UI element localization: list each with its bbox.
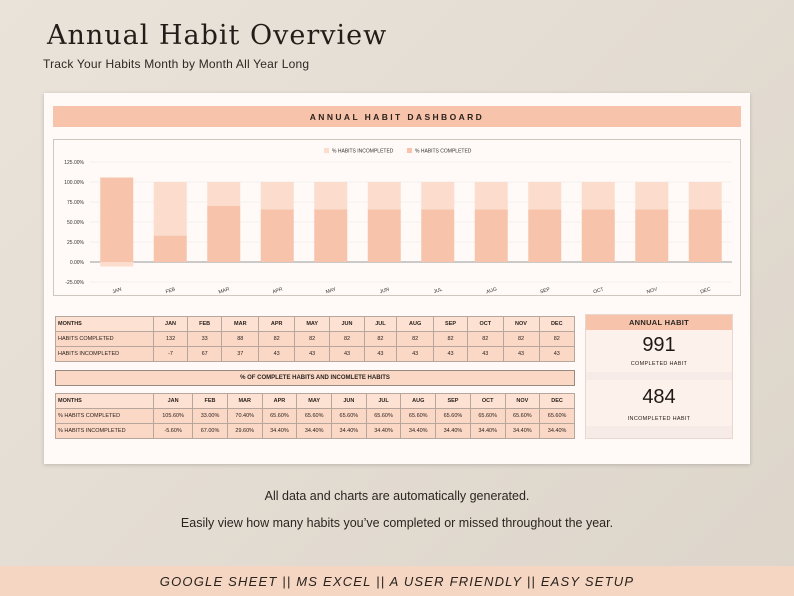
pct-table-header-cell: JUL — [366, 394, 401, 409]
counts-table-cell: 43 — [364, 347, 397, 362]
x-tick-label: AUG — [485, 286, 498, 296]
bar-incompleted — [368, 182, 401, 210]
dashboard-card — [44, 93, 750, 464]
y-tick-label: 50.00% — [67, 220, 84, 226]
bar-completed — [475, 210, 508, 262]
y-tick-label: -25.00% — [65, 280, 84, 286]
counts-table-cell: 43 — [259, 347, 294, 362]
counts-table-cell: HABITS COMPLETED — [56, 332, 154, 347]
x-tick-label: APR — [271, 286, 284, 296]
pct-table-header-cell: MAY — [297, 394, 332, 409]
x-tick-label: OCT — [592, 286, 605, 296]
bar-incompleted — [689, 182, 722, 210]
pct-table-header-cell: AUG — [401, 394, 436, 409]
counts-table-cell: HABITS INCOMPLETED — [56, 347, 154, 362]
pct-table-cell: 65.60% — [401, 409, 436, 424]
pct-table-header-cell: SEP — [436, 394, 471, 409]
counts-table-header-cell: APR — [259, 317, 294, 332]
pct-table-cell: 34.40% — [366, 424, 401, 439]
bar-incompleted — [475, 182, 508, 210]
pct-table-banner: % OF COMPLETE HABITS AND INCOMLETE HABITS — [55, 370, 575, 386]
pct-table-cell: 65.60% — [366, 409, 401, 424]
pct-table-cell: 65.60% — [505, 409, 540, 424]
bar-completed — [689, 210, 722, 262]
footer-line-2: Easily view how many habits you’ve completed or missed throughout the year. — [180, 516, 614, 530]
legend-swatch — [407, 148, 412, 153]
bar-completed — [314, 210, 347, 262]
counts-table-cell: 43 — [330, 347, 364, 362]
bar-incompleted — [314, 182, 347, 210]
annual-habit-title: ANNUAL HABIT — [586, 315, 732, 330]
counts-table-cell: -7 — [154, 347, 188, 362]
legend-swatch — [324, 148, 329, 153]
pct-table-cell: 70.40% — [227, 409, 262, 424]
x-tick-label: MAY — [325, 286, 337, 296]
incompleted-habit-block — [586, 380, 732, 426]
bar-incompleted — [582, 182, 615, 210]
annual-habit-panel — [585, 314, 733, 439]
counts-table-cell: 82 — [259, 332, 294, 347]
habit-chart — [53, 139, 741, 296]
counts-table-cell: 43 — [397, 347, 434, 362]
pct-table-cell: 34.40% — [297, 424, 332, 439]
x-tick-label: FEB — [165, 286, 177, 296]
pct-table-row — [56, 409, 575, 424]
y-tick-label: 125.00% — [64, 160, 84, 166]
counts-table-cell: 33 — [188, 332, 222, 347]
pct-table-cell: -5.60% — [154, 424, 193, 439]
bar-completed — [635, 210, 668, 262]
counts-table-cell: 82 — [397, 332, 434, 347]
pct-table-cell: 34.40% — [505, 424, 540, 439]
pct-table-cell: 65.60% — [332, 409, 367, 424]
chart-svg — [54, 140, 742, 297]
page-title: Annual Habit Overview — [47, 20, 388, 51]
pct-table-cell: % HABITS INCOMPLETED — [56, 424, 154, 439]
pct-table-cell: 65.60% — [470, 409, 505, 424]
counts-table-cell: 43 — [468, 347, 503, 362]
pct-table-row — [56, 424, 575, 439]
counts-table-cell: 43 — [294, 347, 330, 362]
counts-table-cell: 43 — [539, 347, 574, 362]
counts-table-cell: 82 — [539, 332, 574, 347]
counts-table-cell: 88 — [222, 332, 259, 347]
pct-table-header-cell: JUN — [332, 394, 367, 409]
bar-incompleted — [421, 182, 454, 210]
page-subtitle: Track Your Habits Month by Month All Year Long — [43, 57, 310, 71]
bar-incompleted — [207, 182, 240, 206]
counts-table-header-cell: FEB — [188, 317, 222, 332]
bar-completed — [528, 210, 561, 262]
pct-table-cell: 65.60% — [297, 409, 332, 424]
counts-table-cell: 37 — [222, 347, 259, 362]
counts-table-header-cell: DEC — [539, 317, 574, 332]
bar-incompleted — [635, 182, 668, 210]
counts-table-header-cell: MAY — [294, 317, 330, 332]
pct-table-cell: 34.40% — [540, 424, 575, 439]
pct-table-header-cell: JAN — [154, 394, 193, 409]
counts-table-cell: 82 — [503, 332, 539, 347]
incompleted-habit-label: INCOMPLETED HABIT — [627, 416, 691, 422]
pct-table-cell: 65.60% — [540, 409, 575, 424]
legend-label: % HABITS COMPLETED — [415, 148, 472, 155]
bar-completed — [421, 210, 454, 262]
counts-table-header-cell: JUL — [364, 317, 397, 332]
pct-table-cell: 105.60% — [154, 409, 193, 424]
y-tick-label: 0.00% — [69, 260, 84, 266]
bar-incompleted — [528, 182, 561, 210]
pct-table-cell: 67.00% — [193, 424, 228, 439]
x-tick-label: SEP — [539, 286, 551, 296]
counts-table-row — [56, 347, 575, 362]
incompleted-habit-value: 484 — [642, 386, 676, 408]
counts-table-cell: 82 — [364, 332, 397, 347]
pct-table-cell: 34.40% — [401, 424, 436, 439]
bar-incompleted — [154, 182, 187, 236]
counts-table-header-cell: OCT — [468, 317, 503, 332]
footer-line-1: All data and charts are automatically generated. — [264, 489, 530, 503]
counts-table-header-cell: MAR — [222, 317, 259, 332]
counts-table-cell: 82 — [468, 332, 503, 347]
pct-table-header-cell: OCT — [470, 394, 505, 409]
counts-table-header-cell: NOV — [503, 317, 539, 332]
pct-table-cell: 34.40% — [332, 424, 367, 439]
pct-table-cell: 34.40% — [470, 424, 505, 439]
x-tick-label: JAN — [111, 286, 123, 296]
pct-table-header-cell: FEB — [193, 394, 228, 409]
bar-completed — [154, 236, 187, 262]
counts-table-header-cell: JAN — [154, 317, 188, 332]
completed-habit-label: COMPLETED HABIT — [630, 361, 688, 367]
bar-incompleted — [261, 182, 294, 210]
bar-completed — [207, 206, 240, 262]
legend-label: % HABITS INCOMPLETED — [332, 148, 394, 155]
pct-table-cell: 65.60% — [262, 409, 297, 424]
x-tick-label: JUL — [432, 286, 444, 296]
pct-table-header-cell: MONTHS — [56, 394, 154, 409]
pct-table-cell: 33.00% — [193, 409, 228, 424]
x-tick-label: JUN — [379, 286, 391, 296]
y-tick-label: 100.00% — [64, 180, 84, 186]
counts-table-header-cell: AUG — [397, 317, 434, 332]
y-tick-label: 75.00% — [67, 200, 84, 206]
counts-table-header-cell: JUN — [330, 317, 364, 332]
x-tick-label: MAR — [217, 286, 231, 296]
pct-table-cell: 34.40% — [262, 424, 297, 439]
pct-table-header-cell: MAR — [227, 394, 262, 409]
bar-completed — [582, 210, 615, 262]
completed-habit-block — [586, 330, 732, 372]
counts-table-cell: 43 — [434, 347, 468, 362]
habit-percent-table — [55, 393, 575, 439]
pct-table-header-cell: APR — [262, 394, 297, 409]
dashboard-header: ANNUAL HABIT DASHBOARD — [53, 106, 741, 127]
y-tick-label: 25.00% — [67, 240, 84, 246]
pct-table-cell: 65.60% — [436, 409, 471, 424]
bar-incompleted — [100, 262, 133, 266]
counts-table-header-cell: SEP — [434, 317, 468, 332]
bar-completed — [368, 210, 401, 262]
counts-table-cell: 67 — [188, 347, 222, 362]
pct-table-header-cell: NOV — [505, 394, 540, 409]
counts-table-cell: 82 — [434, 332, 468, 347]
x-tick-label: NOV — [645, 286, 659, 296]
counts-table-row — [56, 332, 575, 347]
completed-habit-value: 991 — [642, 334, 676, 356]
pct-table-cell: % HABITS COMPLETED — [56, 409, 154, 424]
counts-table-cell: 132 — [154, 332, 188, 347]
bar-completed — [261, 210, 294, 262]
pct-table-cell: 29.60% — [227, 424, 262, 439]
counts-table-cell: 82 — [330, 332, 364, 347]
pct-table-cell: 34.40% — [436, 424, 471, 439]
x-tick-label: DEC — [699, 286, 712, 296]
pct-table-header-cell: DEC — [540, 394, 575, 409]
feature-banner: GOOGLE SHEET || MS EXCEL || A USER FRIENDLY || EASY SETUP — [0, 566, 794, 596]
bar-completed — [100, 178, 133, 262]
habit-counts-table — [55, 316, 575, 362]
counts-table-cell: 82 — [294, 332, 330, 347]
counts-table-cell: 43 — [503, 347, 539, 362]
counts-table-header-cell: MONTHS — [56, 317, 154, 332]
